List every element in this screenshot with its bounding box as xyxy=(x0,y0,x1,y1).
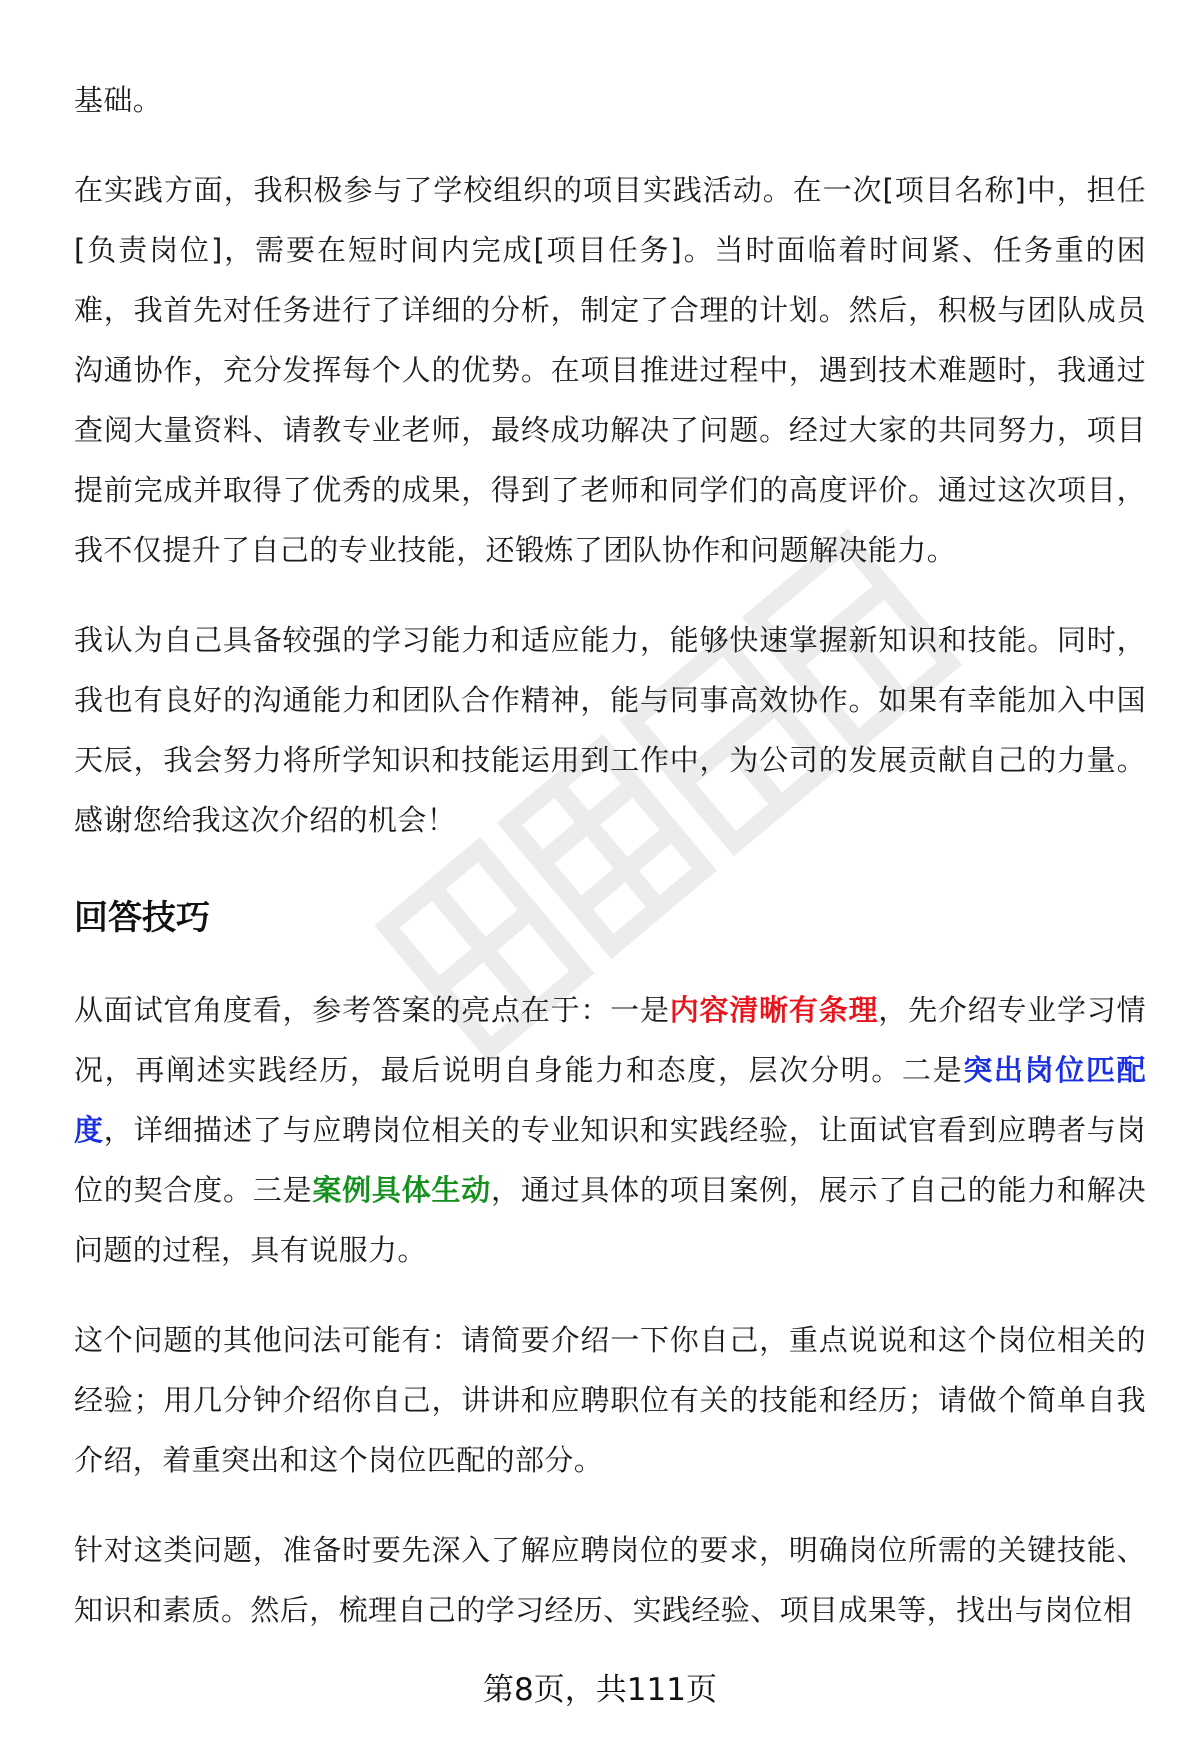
paragraph-practice: 在实践方面，我积极参与了学校组织的项目实践活动。在一次[项目名称]中，担任[负责岗位]，需要在短时间内完成[项目任务]。当时面临着时间紧、任务重的困难，我首先对任务进行了详细的分析，制定了合理的计划。然后，积极与团队成员沟通协作，充分发挥每个人的优势。在项目推进过程中，遇到技术难题时，我通过查阅大量资料、请教专业老师，最终成功解决了问题。经过大家的共同努力，项目提前完成并取得了优秀的成果，得到了老师和同学们的高度评价。通过这次项目，我不仅提升了自己的专业技能，还锻炼了团队协作和问题解决能力。 xyxy=(74,173,1146,567)
paragraph-preparation: 针对这类问题，准备时要先深入了解应聘岗位的要求，明确岗位所需的关键技能、知识和素质。然后，梳理自己的学习经历、实践经验、项目成果等，找出与岗位相 xyxy=(74,1533,1146,1627)
highlight-job-match: 突出岗位匹配度 xyxy=(74,1053,1146,1147)
tips-text-c: ，详细描述了与应聘岗位相关的专业知识和实践经验，让面试官看到应聘者与岗位的契合度。三是 xyxy=(74,1113,1146,1207)
paragraph-alternative-questions: 这个问题的其他问法可能有：请简要介绍一下你自己，重点说说和这个岗位相关的经验；用几分钟介绍你自己，讲讲和应聘职位有关的技能和经历；请做个简单自我介绍，着重突出和这个岗位匹配的部分。 xyxy=(74,1323,1146,1477)
paragraph-tips-highlights xyxy=(74,980,1146,1280)
paragraph-abilities: 我认为自己具备较强的学习能力和适应能力，能够快速掌握新知识和技能。同时，我也有良好的沟通能力和团队合作精神，能与同事高效协作。如果有幸能加入中国天辰，我会努力将所学知识和技能运用到工作中，为公司的发展贡献自己的力量。感谢您给我这次介绍的机会！ xyxy=(74,623,1146,837)
document-body xyxy=(74,70,1146,1670)
paragraph-continuation: 基础。 xyxy=(74,83,163,117)
tips-text-d: ，通过具体的项目案例，展示了自己的能力和解决问题的过程，具有说服力。 xyxy=(74,1173,1146,1267)
highlight-clear-structure: 内容清晰有条理 xyxy=(669,993,879,1027)
tips-text-b: ，先介绍专业学习情况，再阐述实践经历，最后说明自身能力和态度，层次分明。二是 xyxy=(74,993,1146,1087)
page-number: 第8页，共111页 xyxy=(483,1672,717,1708)
highlight-vivid-case: 案例具体生动 xyxy=(312,1173,492,1207)
section-heading: 回答技巧 xyxy=(74,898,210,938)
tips-text-a: 从面试官角度看，参考答案的亮点在于：一是 xyxy=(74,993,670,1027)
